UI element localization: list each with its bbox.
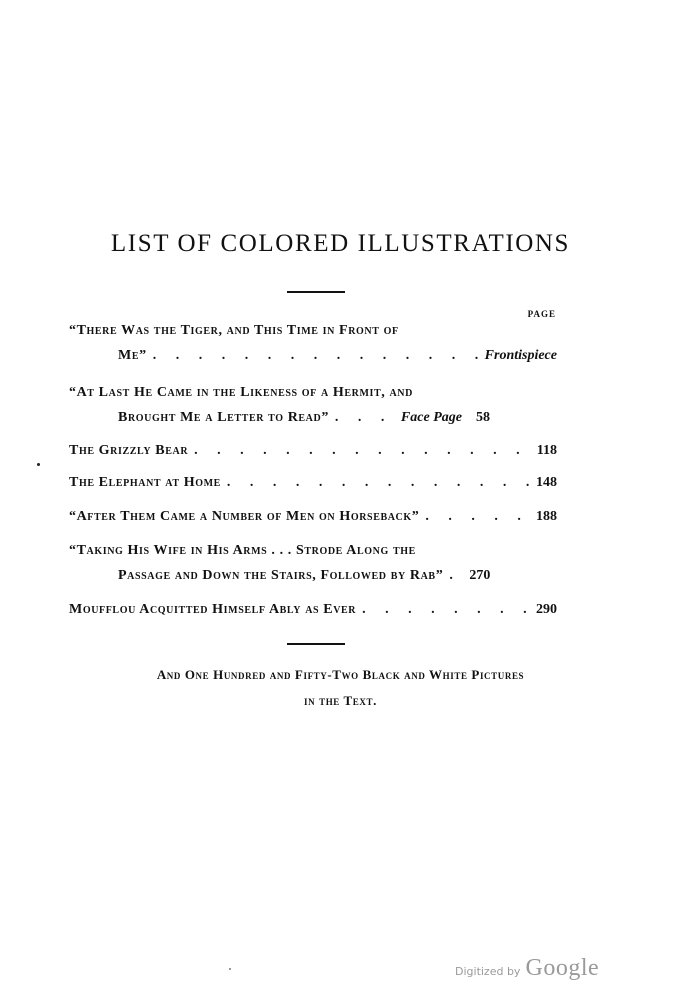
leader-dots xyxy=(153,347,479,365)
entry-4-page-number: 148 xyxy=(536,475,557,490)
entry-7 xyxy=(69,601,557,619)
entry-5-page-number: 188 xyxy=(536,509,557,524)
entry-1-line-1 xyxy=(69,322,557,340)
entry-1-text-2: Me” xyxy=(118,348,147,363)
entry-3-text: The Grizzly Bear xyxy=(69,443,189,458)
entry-6-line-1 xyxy=(69,542,557,560)
google-logo: Google xyxy=(525,955,600,981)
entry-6-line-2 xyxy=(118,567,557,585)
entry-6-text-2: Passage and Down the Stairs, Followed by Rab” xyxy=(118,568,444,583)
entry-4 xyxy=(69,474,557,492)
leader-dots xyxy=(449,567,463,585)
entry-1-line-2 xyxy=(118,347,557,365)
footer-note-line-2: in the Text. xyxy=(304,693,377,708)
watermark-prefix: Digitized by xyxy=(455,965,521,978)
entry-2-page-number: 58 xyxy=(475,410,490,425)
leader-dots xyxy=(362,601,530,619)
entry-7-page-number: 290 xyxy=(536,602,557,617)
leader-dots xyxy=(227,474,530,492)
title-divider xyxy=(287,291,345,293)
footer-note-line-1: And One Hundred and Fifty-Two Black and White Pictures xyxy=(156,667,525,682)
entry-1-reference: Frontispiece xyxy=(484,348,557,363)
entry-6-page-number: 270 xyxy=(469,568,491,583)
entry-2-line-1 xyxy=(69,384,557,402)
footer-divider xyxy=(287,643,345,645)
entry-3-page-number: 118 xyxy=(536,443,557,458)
leader-dots xyxy=(194,442,531,460)
entry-6-text-1: “Taking His Wife in His Arms . . . Strode Along the xyxy=(69,543,416,558)
page-title: LIST OF COLORED ILLUSTRATIONS xyxy=(110,230,571,257)
entry-1-text-1: “There Was the Tiger, and This Time in Front of xyxy=(69,323,399,338)
entry-3 xyxy=(69,442,557,460)
entry-7-text: Moufflou Acquitted Himself Ably as Ever xyxy=(69,602,357,617)
entry-5-text: “After Them Came a Number of Men on Horseback” xyxy=(69,509,420,524)
leader-dots xyxy=(335,409,395,427)
entry-4-text: The Elephant at Home xyxy=(69,475,221,490)
page-speck xyxy=(37,463,40,466)
entry-2-text-2: Brought Me a Letter to Read” xyxy=(118,410,329,425)
page-speck xyxy=(229,968,231,970)
entry-2-text-1: “At Last He Came in the Likeness of a Hermit, and xyxy=(69,385,413,400)
entry-2-line-2 xyxy=(118,409,557,427)
entry-2-reference: Face Page xyxy=(400,410,462,425)
leader-dots xyxy=(425,508,530,526)
digitized-watermark xyxy=(455,955,599,982)
entry-5 xyxy=(69,508,557,526)
page-column-header: PAGE xyxy=(527,309,556,319)
